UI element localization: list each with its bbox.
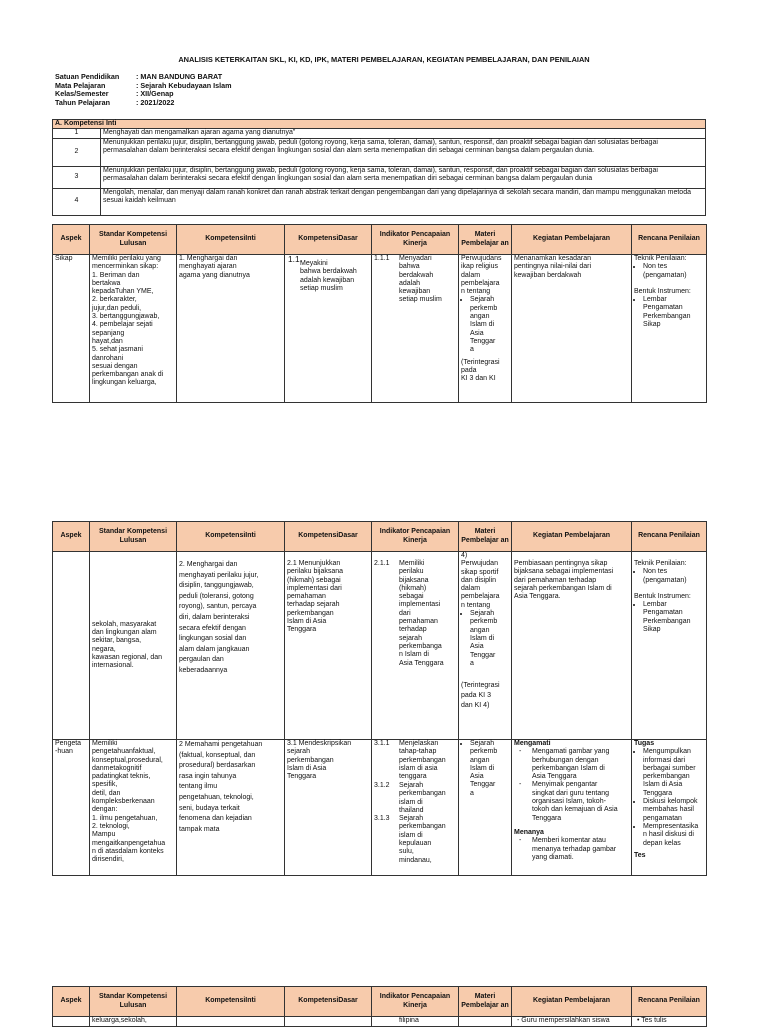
materi-note: (Terintegrasi pada KI 3 dan KI 4)	[461, 682, 500, 709]
column-header-skl: Standar Kompetensi Lulusan	[90, 987, 177, 1017]
column-header-kegiatan: Kegiatan Pembelajaran	[512, 225, 632, 255]
penilaian-bentuk-label: Bentuk Instrumen:	[634, 592, 691, 600]
ki-cell: 1. Menghargai dan menghayati ajaran agama yang dianutnya	[177, 255, 285, 403]
analysis-table-2	[52, 521, 707, 876]
column-header-kegiatan: Kegiatan Pembelajaran	[512, 987, 632, 1017]
kegiatan-cell: Menanamkan kesadaran pentingnya nilai-nilai dari kewajiban berdakwah	[512, 255, 632, 403]
penilaian-cell	[632, 1017, 707, 1027]
column-header-materi: Materi Pembelajar an	[459, 987, 512, 1017]
kd-number: 1.1.	[288, 254, 302, 264]
column-header-ki: KompetensiInti	[177, 987, 285, 1017]
ki-number: 4	[53, 188, 101, 215]
kegiatan-heading: Menanya	[514, 828, 544, 836]
ipk-number: 3.1.2	[374, 782, 390, 789]
kegiatan-item	[514, 781, 629, 822]
ipk-text: Sejarah perkembangan islam di kepulauan sulu, mindanau,	[399, 815, 446, 864]
column-header-kd: KompetensiDasar	[285, 225, 372, 255]
aspek-cell: Sikap	[53, 255, 90, 403]
penilaian-heading: Tes	[634, 851, 646, 859]
kd-cell: 2.1 Menunjukkan perilaku bijaksana (hikmah) sebagai implementasi dari pemahaman terhadap sejarah perkembangan Islam di Asia Tenggara	[285, 552, 372, 740]
ipk-cell	[372, 255, 459, 403]
kd-cell	[285, 255, 372, 403]
skl-cell: Memiliki perilaku yang mencerminkan sikap: 1. Beriman dan bertakwa kepadaTuhan YME, 2. berkarakter, jujur,dan peduli, 3. bertanggungjawab, 4. pembelajar sejati sepanjang hayat,dan 5. sehat jasmani danrohani sesuai dengan perkembangan anak di lingkungan keluarga,	[90, 255, 177, 403]
materi-text: Perwujudans ikap religius dalam pembelajara n tentang	[461, 255, 502, 296]
materi-cell	[459, 255, 512, 403]
analysis-table-3	[52, 986, 707, 1027]
aspek-cell	[53, 1017, 90, 1027]
dash-bullet: -	[519, 748, 522, 756]
penilaian-item: • Lembar Pengamatan Perkembangan Sikap	[643, 296, 704, 329]
penilaian-item: • Non tes (pengamatan)	[643, 568, 704, 585]
column-header-penilaian: Rencana Penilaian	[632, 987, 707, 1017]
materi-cell	[459, 740, 512, 876]
ipk-number: 1.1.1	[374, 255, 390, 262]
kegiatan-item-text: Guru mempersilahkan siswa	[521, 1017, 610, 1024]
column-header-kd: KompetensiDasar	[285, 987, 372, 1017]
meta-label: Satuan Pendidikan	[55, 72, 120, 81]
ipk-cell	[372, 740, 459, 876]
materi-item: • Sejarah perkemb angan Islam di Asia Tenggar a	[470, 610, 509, 668]
meta-value: : Sejarah Kebudayaan Islam	[136, 80, 232, 90]
kd-text: Meyakini bahwa berdakwah adalah kewajiban setiap muslim	[300, 260, 357, 292]
penilaian-item: • Non tes (pengamatan)	[643, 263, 704, 280]
ipk-cell: filipina	[372, 1017, 459, 1027]
kegiatan-item-text: Memberi komentar atau menanya terhadap gambar yang diamati.	[532, 837, 617, 861]
ki-text: Mengolah, menalar, dan menyaji dalam ranah konkret dan ranah abstrak terkait dengan pengembangan dari yang dipelajarinya di sekolah secara mandiri, dan mampu menggunakan metoda sesuai kaidah keilmuan	[101, 188, 706, 215]
column-header-skl: Standar Kompetensi Lulusan	[90, 522, 177, 552]
kegiatan-cell: Pembiasaan pentingnya sikap bijaksana sebagai implementasi dari pemahaman terhadap sejarah perkembangan Islam di Asia Tenggara.	[512, 552, 632, 740]
meta-value: : MAN BANDUNG BARAT	[136, 72, 223, 81]
ipk-number: 3.1.3	[374, 815, 390, 823]
kompetensi-inti-table	[52, 119, 706, 216]
column-header-penilaian: Rencana Penilaian	[632, 225, 707, 255]
ki-number: 2	[53, 138, 101, 166]
ipk-text: Menjelaskan tahap-tahap perkembangan islam di asia tenggara	[399, 740, 446, 781]
ki-text: Menunjukkan perilaku jujur, disiplin, bertanggung jawab, peduli (gotong royong, kerja sama, toleran, damai), santun, responsif, dan proaktif sebagai bagian dari solusiatas berbagai permasalahan dalam berinteraksi secara efektif dengan lingkungan sosial dan alam serta menempatkan diri sebagai cerminan bangsa dalam pergaulan dunia.	[101, 138, 706, 166]
meta-label: Mata Pelajaran	[55, 80, 106, 90]
dash-bullet: -	[517, 1017, 522, 1024]
materi-item: • Sejarah perkemb angan Islam di Asia Tenggar a	[470, 296, 509, 354]
ki-number: 3	[53, 166, 101, 188]
materi-note: (Terintegrasi pada KI 3 dan KI	[461, 358, 500, 383]
column-header-ipk: Indikator Pencapaian Kinerja	[372, 987, 459, 1017]
column-header-kegiatan: Kegiatan Pembelajaran	[512, 522, 632, 552]
dash-bullet: -	[519, 781, 522, 789]
ipk-cell	[372, 552, 459, 740]
column-header-materi: Materi Pembelajar an	[459, 522, 512, 552]
ipk-text: Menyadari bahwa berdakwah adalah kewajiban setiap muslim	[399, 255, 442, 304]
column-header-ipk: Indikator Pencapaian Kinerja	[372, 225, 459, 255]
column-header-skl: Standar Kompetensi Lulusan	[90, 225, 177, 255]
aspek-cell	[53, 552, 90, 740]
meta-label: Tahun Pelajaran	[55, 97, 110, 107]
meta-value: : 2021/2022	[136, 97, 175, 107]
kegiatan-cell	[512, 1017, 632, 1027]
ki-number: 1	[53, 129, 101, 138]
materi-item: • Sejarah perkemb angan Islam di Asia Tenggar a	[470, 740, 509, 798]
kegiatan-heading: Mengamati	[514, 740, 551, 747]
ipk-text: Memiliki perilaku bijaksana (hikmah) sebagai implementasi dari pemahaman terhadap sejarah perkembanga n Islam di Asia Tenggara	[399, 560, 444, 667]
ki-cell: 2 Memahami pengetahuan (faktual, konseptual, dan prosedural) berdasarkan rasa ingin tahunya tentang ilmu pengetahuan, teknologi, seni, budaya terkait fenomena dan kejadian tampak mata	[177, 740, 285, 876]
kegiatan-item-text: Mengamati gambar yang berhubungan dengan perkembangan Islam di Asia Tenggara	[532, 748, 610, 781]
materi-text: Perwujudan sikap sportif dan disiplin dalam pembelajara n tentang	[461, 560, 500, 609]
column-header-aspek: Aspek	[53, 987, 90, 1017]
bullet: •	[637, 1017, 642, 1024]
ki-cell: 2. Menghargai dan menghayati perilaku jujur, disiplin, tanggungjawab, peduli (toleransi, gotong royong), santun, percaya diri, dalam berinteraksi secara efektif dengan lingkungan sosial dan alam dalam jangkauan pergaulan dan keberadaannya	[177, 552, 285, 740]
kegiatan-item	[514, 748, 629, 781]
column-header-ki: KompetensiInti	[177, 225, 285, 255]
column-header-aspek: Aspek	[53, 522, 90, 552]
materi-cell	[459, 1017, 512, 1027]
meta-label: Kelas/Semester	[55, 89, 109, 99]
column-header-penilaian: Rencana Penilaian	[632, 522, 707, 552]
penilaian-teknik-label: Teknik Penilaian:	[634, 560, 687, 567]
skl-cell: Memiliki pengetahuanfaktual, konseptual,prosedural, danmetakognitif padatingkat teknis, spesifik, detil, dan kompleksberkenaan dengan: 1. ilmu pengetahuan, 2. teknologi, Mampu mengaitkanpengetahua n di atasdalam konteks dirisendiri,	[90, 740, 177, 876]
penilaian-cell	[632, 740, 707, 876]
ipk-number: 2.1.1	[374, 560, 390, 567]
materi-text: 4)	[461, 552, 468, 559]
document-title: ANALISIS KETERKAITAN SKL, KI, KD, IPK, MATERI PEMBELAJARAN, KEGIATAN PEMBELAJARAN, DAN PENILAIAN	[178, 55, 590, 64]
penilaian-item: • Mempresentasika n hasil diskusi di depan kelas	[643, 823, 704, 848]
penilaian-item: Tes tulis	[641, 1017, 667, 1024]
ki-text: Menunjukkan perilaku jujur, disiplin, bertanggung jawab, peduli (gotong royong, kerja sama, toleran, damai), santun, responsif, dan proaktif sebagai bagian dari solusiatas berbagai permasalahan dalam berinteraksi secara efektif dengan lingkungan sosial dan alam serta menempatkan diri sebagai cerminan bangsa dalam pergaulan dunia	[101, 166, 706, 188]
penilaian-item: • Diskusi kelompok membahas hasil pengamatan	[643, 798, 704, 823]
kd-cell	[285, 1017, 372, 1027]
materi-cell	[459, 552, 512, 740]
column-header-kd: KompetensiDasar	[285, 522, 372, 552]
column-header-aspek: Aspek	[53, 225, 90, 255]
kegiatan-cell	[512, 740, 632, 876]
skl-cell: keluarga,sekolah,	[90, 1017, 177, 1027]
penilaian-cell	[632, 255, 707, 403]
penilaian-teknik-label: Teknik Penilaian:	[634, 255, 687, 262]
penilaian-cell	[632, 552, 707, 740]
kegiatan-item-text: Menyimak pengantar singkat dari guru tentang organisasi Islam, tokoh- tokoh dan kemajuan di Asia Tenggara	[532, 781, 618, 822]
analysis-table-1	[52, 224, 707, 403]
ki-header: A. Kompetensi Inti	[53, 120, 706, 129]
column-header-materi: Materi Pembelajar an	[459, 225, 512, 255]
ipk-number: 3.1.1	[374, 740, 390, 747]
column-header-ki: KompetensiInti	[177, 522, 285, 552]
skl-cell: sekolah, masyarakat dan lingkungan alam sekitar, bangsa, negara, kawasan regional, dan internasional.	[90, 552, 177, 740]
aspek-cell: Pengeta -huan	[53, 740, 90, 876]
ipk-text: Sejarah perkembangan islam di thailand	[399, 782, 446, 814]
penilaian-item: • Mengumpulkan informasi dari berbagai sumber perkembangan Islam di Asia Tenggara	[643, 748, 704, 798]
kegiatan-item	[514, 837, 629, 862]
ki-text: Menghayati dan mengamalkan ajaran agama yang dianutnya"	[101, 129, 706, 138]
dash-bullet: -	[519, 837, 522, 845]
meta-value: : XII/Genap	[136, 89, 174, 99]
penilaian-item: • Lembar Pengamatan Perkembangan Sikap	[643, 601, 704, 634]
column-header-ipk: Indikator Pencapaian Kinerja	[372, 522, 459, 552]
penilaian-heading: Tugas	[634, 740, 655, 747]
kd-cell: 3.1 Mendeskripsikan sejarah perkembangan Islam di Asia Tenggara	[285, 740, 372, 876]
penilaian-bentuk-label: Bentuk Instrumen:	[634, 287, 691, 295]
ki-cell	[177, 1017, 285, 1027]
